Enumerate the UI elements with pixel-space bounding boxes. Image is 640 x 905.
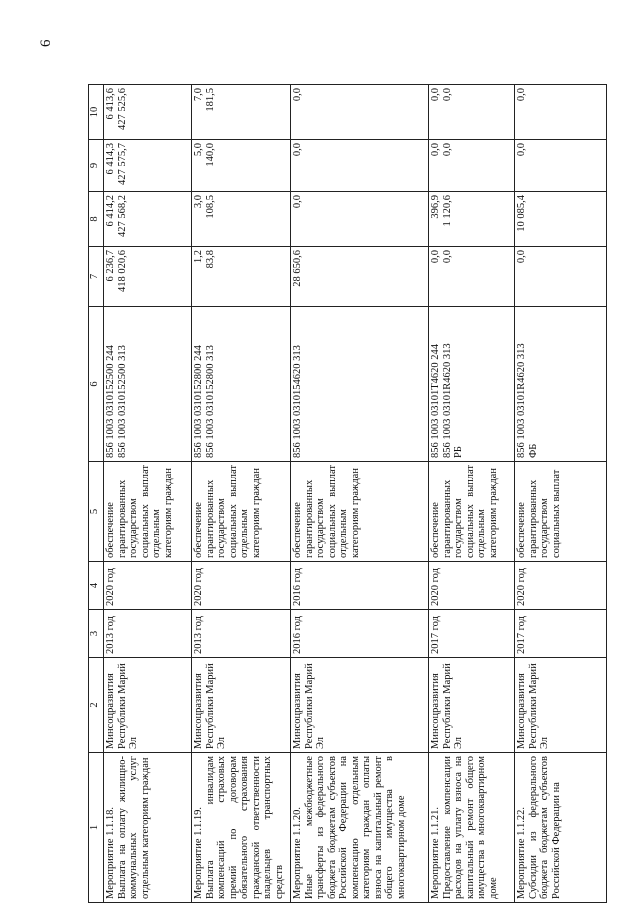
start-year: 2017 год [515,610,607,658]
purpose: обеспечение гарантированных государством социальных выплат отдельным категориям граждан [291,462,429,562]
purpose: обеспечение гарантированных государством социальных выплат отдельным категориям граждан [192,462,291,562]
budget-codes: 856 1003 0310152500 244 856 1003 0310152500 313 [104,307,192,462]
executor: Минсоцразвития Республики Марий Эл [192,658,291,753]
start-year: 2013 год [192,610,291,658]
measure-name: Мероприятие 1.1.19. Выплата инвалидам компенсаций страховых премий по договорам обязательного страхования гражданской ответственности владельцев транспортных средств [192,753,291,903]
value-col7: 1,2 83,8 [192,247,291,307]
value-col7: 0,0 0,0 [429,247,515,307]
table-row [291,85,429,903]
value-col8: 0,0 [291,192,429,247]
measure-name: Мероприятие 1.1.21. Предоставление компенсации расходов на уплату взноса на капитальный ремонт общего имущества в многоквартирном доме [429,753,515,903]
value-col8: 10 085,4 [515,192,607,247]
table-row [515,85,607,903]
col-header: 10 [89,85,104,140]
table-row [429,85,515,903]
col-header: 9 [89,140,104,192]
budget-codes: 856 1003 0310152800 244 856 1003 0310152800 313 [192,307,291,462]
col-header: 8 [89,192,104,247]
value-col10: 6 413,6 427 525,6 [104,85,192,140]
budget-codes: 856 1003 03101R4620 313 ФБ [515,307,607,462]
col-header: 5 [89,462,104,562]
value-col8: 3,0 108,5 [192,192,291,247]
measure-name: Мероприятие 1.1.18. Выплата на оплату жилищно-коммунальных услуг отдельным категориям граждан [104,753,192,903]
col-header: 4 [89,562,104,610]
budget-codes: 856 1003 0310154620 313 [291,307,429,462]
table-row [192,85,291,903]
value-col10: 0,0 0,0 [429,85,515,140]
end-year: 2020 год [429,562,515,610]
end-year: 2016 год [291,562,429,610]
value-col9: 0,0 [291,140,429,192]
value-col10: 0,0 [291,85,429,140]
value-col7: 28 650,6 [291,247,429,307]
col-header: 3 [89,610,104,658]
value-col9: 6 414,3 427 575,7 [104,140,192,192]
measure-name: Мероприятие 1.1.22. Субсидии из федерального бюджета бюджетам субъектов Российской Федерации на [515,753,607,903]
executor: Минсоцразвития Республики Марий Эл [291,658,429,753]
value-col9: 0,0 [515,140,607,192]
value-col7: 6 236,7 418 020,6 [104,247,192,307]
col-header: 7 [89,247,104,307]
start-year: 2017 год [429,610,515,658]
purpose: обеспечение гарантированных государством социальных выплат отдельным категориям граждан [429,462,515,562]
budget-codes: 856 1003 03101Т4620 244 856 1003 03101R4620 313 РБ [429,307,515,462]
table-row [104,85,192,903]
page-number: 6 [38,39,54,47]
value-col9: 5,0 140,0 [192,140,291,192]
executor: Минсоцразвития Республики Марий Эл [429,658,515,753]
end-year: 2020 год [104,562,192,610]
purpose: обеспечение гарантированных государством социальных выплат [515,462,607,562]
value-col8: 396,9 1 120,6 [429,192,515,247]
col-header: 1 [89,753,104,903]
value-col9: 0,0 0,0 [429,140,515,192]
executor: Минсоцразвития Республики Марий Эл [515,658,607,753]
start-year: 2016 год [291,610,429,658]
column-number-row [89,85,104,903]
purpose: обеспечение гарантированных государством социальных выплат отдельным категориям граждан [104,462,192,562]
col-header: 6 [89,307,104,462]
end-year: 2020 год [192,562,291,610]
value-col10: 7,0 181,5 [192,85,291,140]
value-col7: 0,0 [515,247,607,307]
start-year: 2013 год [104,610,192,658]
executor: Минсоцразвития Республики Марий Эл [104,658,192,753]
value-col10: 0,0 [515,85,607,140]
col-header: 2 [89,658,104,753]
end-year: 2020 год [515,562,607,610]
program-table [88,84,607,903]
measure-name: Мероприятие 1.1.20. Иные межбюджетные трансферты из федерального бюджета бюджетам субъектов Российской Федерации на компенсацию отдельным категориям граждан оплаты взноса на капитальный ремонт общего имущества в многоквартирном доме [291,753,429,903]
value-col8: 6 414,2 427 568,2 [104,192,192,247]
